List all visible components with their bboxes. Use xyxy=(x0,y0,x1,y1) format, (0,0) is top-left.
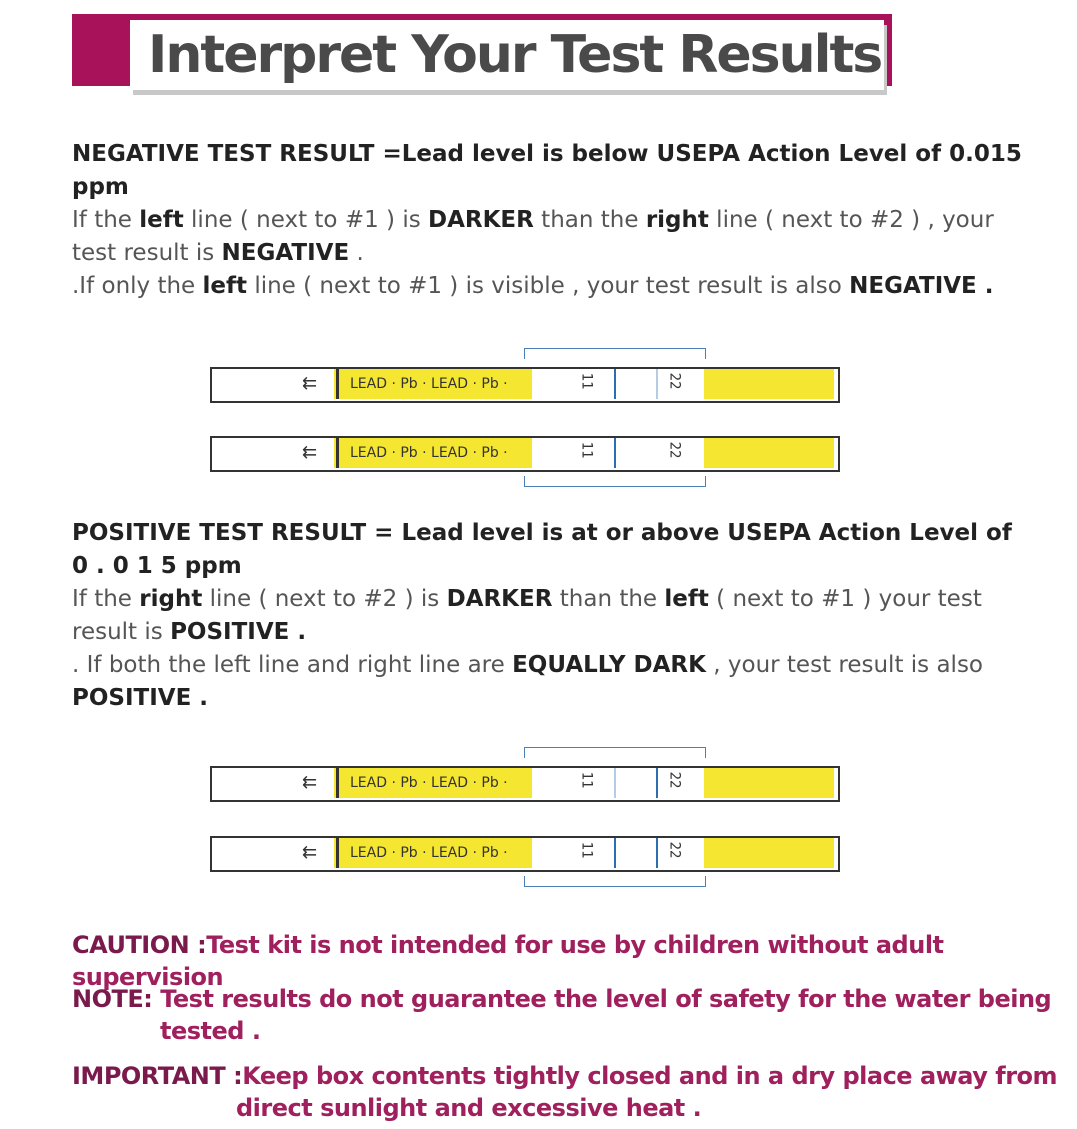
strip-label: LEAD · Pb · LEAD · Pb · xyxy=(350,775,508,791)
strip-bracket-top xyxy=(524,348,706,359)
test-line-left xyxy=(614,438,616,468)
positive-rule-1: If the right line ( next to #2 ) is DARKER than the left ( next to #1 ) your test result is POSITIVE . xyxy=(72,586,982,645)
note-line-2: tested . xyxy=(160,1017,261,1045)
arrow-icon: ⇇ xyxy=(302,772,318,793)
strip-mark-1: 11 xyxy=(578,771,595,789)
strip-label: LEAD · Pb · LEAD · Pb · xyxy=(350,376,508,392)
caution-note: CAUTION :Test kit is not intended for use by children without adult supervision xyxy=(72,931,944,991)
test-line-left xyxy=(614,838,616,868)
test-strip-positive-1 xyxy=(210,766,838,800)
strip-mark-2: 22 xyxy=(666,441,683,459)
strip-bracket-bottom xyxy=(524,876,706,887)
positive-heading: POSITIVE TEST RESULT = Lead level is at or above USEPA Action Level of 0 . 0 1 5 ppm xyxy=(72,520,1012,579)
positive-section xyxy=(72,517,1032,715)
negative-rule-2: .If only the left line ( next to #1 ) is visible , your test result is also NEGATIVE . xyxy=(72,273,994,299)
test-line-left xyxy=(614,369,616,399)
arrow-icon: ⇇ xyxy=(302,442,318,463)
strip-mark-2: 22 xyxy=(666,841,683,859)
negative-section xyxy=(72,138,1032,303)
strip-mark-1: 11 xyxy=(578,372,595,390)
strip-mark-1: 11 xyxy=(578,441,595,459)
page-title: Interpret Your Test Results xyxy=(148,25,882,85)
negative-rule-1: If the left line ( next to #1 ) is DARKER than the right line ( next to #2 ) , your test result is NEGATIVE . xyxy=(72,207,994,266)
strip-label: LEAD · Pb · LEAD · Pb · xyxy=(350,845,508,861)
strip-bracket-top xyxy=(524,747,706,758)
arrow-icon: ⇇ xyxy=(302,842,318,863)
positive-rule-2: . If both the left line and right line are EQUALLY DARK , your test result is also POSITIVE . xyxy=(72,652,983,711)
strip-label: LEAD · Pb · LEAD · Pb · xyxy=(350,445,508,461)
test-strip-negative-2 xyxy=(210,436,838,470)
test-strip-negative-1 xyxy=(210,367,838,401)
strip-mark-2: 22 xyxy=(666,771,683,789)
important-note: IMPORTANT :Keep box contents tightly closed and in a dry place away from xyxy=(72,1062,1058,1090)
note-line: NOTE: Test results do not guarantee the level of safety for the water being xyxy=(72,985,1052,1013)
strip-mark-1: 11 xyxy=(578,841,595,859)
test-line-right xyxy=(656,838,658,868)
negative-heading: NEGATIVE TEST RESULT =Lead level is below USEPA Action Level of 0.015 ppm xyxy=(72,141,1022,200)
test-line-left xyxy=(614,768,616,798)
strip-mark-2: 22 xyxy=(666,372,683,390)
test-line-right xyxy=(656,369,658,399)
strip-bracket-bottom xyxy=(524,476,706,487)
test-strip-positive-2 xyxy=(210,836,838,870)
test-line-right xyxy=(656,768,658,798)
important-note-2: direct sunlight and excessive heat . xyxy=(236,1094,702,1122)
arrow-icon: ⇇ xyxy=(302,373,318,394)
